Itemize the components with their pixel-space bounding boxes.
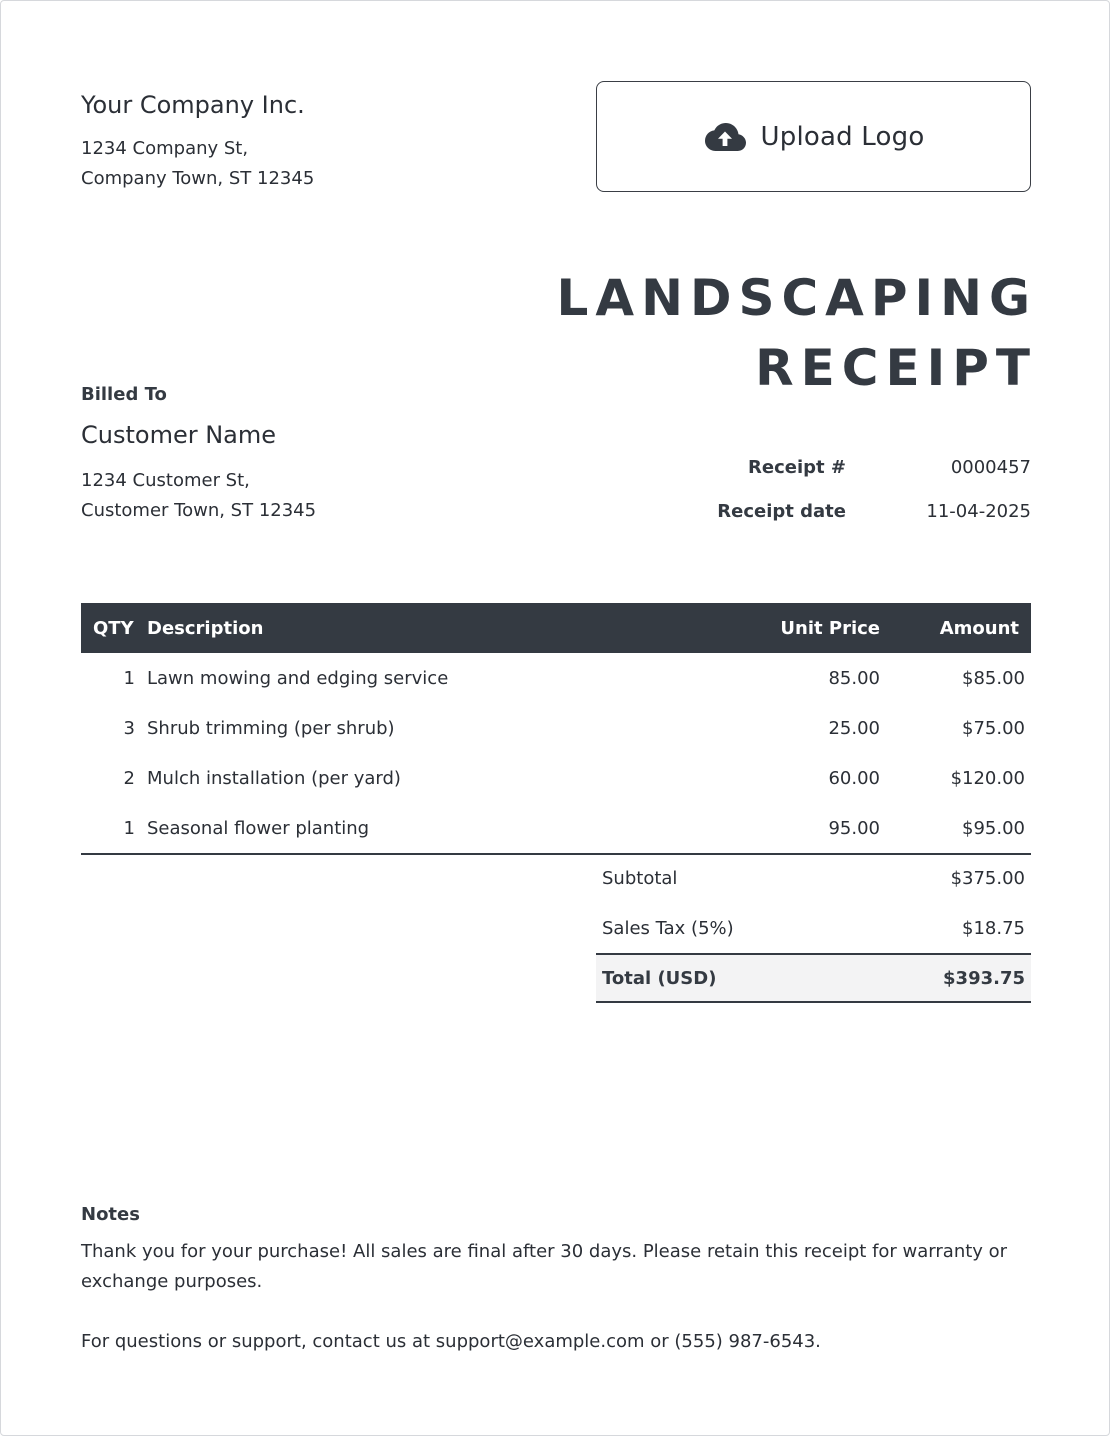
customer-name: Customer Name [81, 421, 277, 449]
subtotal-row [596, 853, 1031, 903]
company-name: Your Company Inc. [81, 91, 305, 119]
table-row [81, 703, 1031, 753]
customer-address-line1: 1234 Customer St, [81, 470, 250, 491]
total-row [596, 954, 1031, 1002]
row-unit-price: 85.00 [828, 667, 880, 689]
table-row [81, 803, 1031, 854]
qty-header: QTY [81, 603, 147, 653]
receipt-number-row [601, 452, 1031, 482]
row-qty: 1 [123, 667, 135, 689]
row-amount: $95.00 [880, 803, 1031, 854]
title-line2: RECEIPT [755, 339, 1037, 397]
receipt-date-row [601, 496, 1031, 526]
total-label: Total (USD) [596, 954, 861, 1002]
amount-header: Amount [880, 603, 1031, 653]
company-address-line2: Company Town, ST 12345 [81, 168, 315, 189]
table-row [81, 753, 1031, 803]
unit-price-header: Unit Price [680, 603, 880, 653]
company-address-line1: 1234 Company St, [81, 138, 249, 159]
row-unit-price: 25.00 [828, 717, 880, 739]
row-amount: $85.00 [962, 667, 1025, 689]
description-header: Description [147, 603, 680, 653]
cloud-upload-icon [703, 121, 747, 153]
row-unit-price: 95.00 [680, 803, 880, 854]
receipt-number-value: 0000457 [950, 456, 1031, 478]
receipt-date-value: 11-04-2025 [926, 500, 1031, 522]
row-unit-price: 60.00 [828, 767, 880, 789]
notes-text: Thank you for your purchase! All sales are final after 30 days. Please retain this receipt for warranty or exchange purposes. [81, 1241, 1008, 1292]
receipt-number-label: Receipt # [748, 456, 846, 478]
total-value: $393.75 [861, 954, 1031, 1002]
row-qty: 1 [81, 803, 147, 854]
line-items-table [81, 603, 1031, 855]
notes-label: Notes [81, 1204, 140, 1225]
receipt-date-label: Receipt date [717, 500, 846, 522]
document-title [510, 263, 1037, 403]
tax-label: Sales Tax (5%) [602, 917, 734, 939]
totals-table [596, 853, 1031, 1003]
row-description: Lawn mowing and edging service [147, 667, 449, 689]
upload-logo-button[interactable] [596, 81, 1031, 192]
row-description: Mulch installation (per yard) [147, 767, 401, 789]
tax-value: $18.75 [962, 917, 1025, 939]
tax-row [596, 903, 1031, 954]
subtotal-label: Subtotal [602, 867, 678, 889]
row-qty: 2 [123, 767, 135, 789]
upload-logo-label: Upload Logo [760, 121, 925, 152]
row-description: Shrub trimming (per shrub) [147, 717, 395, 739]
title-line1: LANDSCAPING [556, 269, 1037, 327]
contact-text: For questions or support, contact us at support@example.com or (555) 987-6543. [81, 1331, 821, 1352]
row-amount: $120.00 [950, 767, 1025, 789]
row-amount: $75.00 [962, 717, 1025, 739]
billed-to-label: Billed To [81, 384, 167, 405]
table-row [81, 653, 1031, 703]
customer-address [81, 466, 316, 526]
company-address [81, 134, 314, 194]
table-header-row [81, 603, 1031, 653]
subtotal-value: $375.00 [950, 867, 1025, 889]
customer-address-line2: Customer Town, ST 12345 [81, 500, 317, 521]
row-qty: 3 [123, 717, 135, 739]
row-description: Seasonal flower planting [147, 803, 680, 854]
